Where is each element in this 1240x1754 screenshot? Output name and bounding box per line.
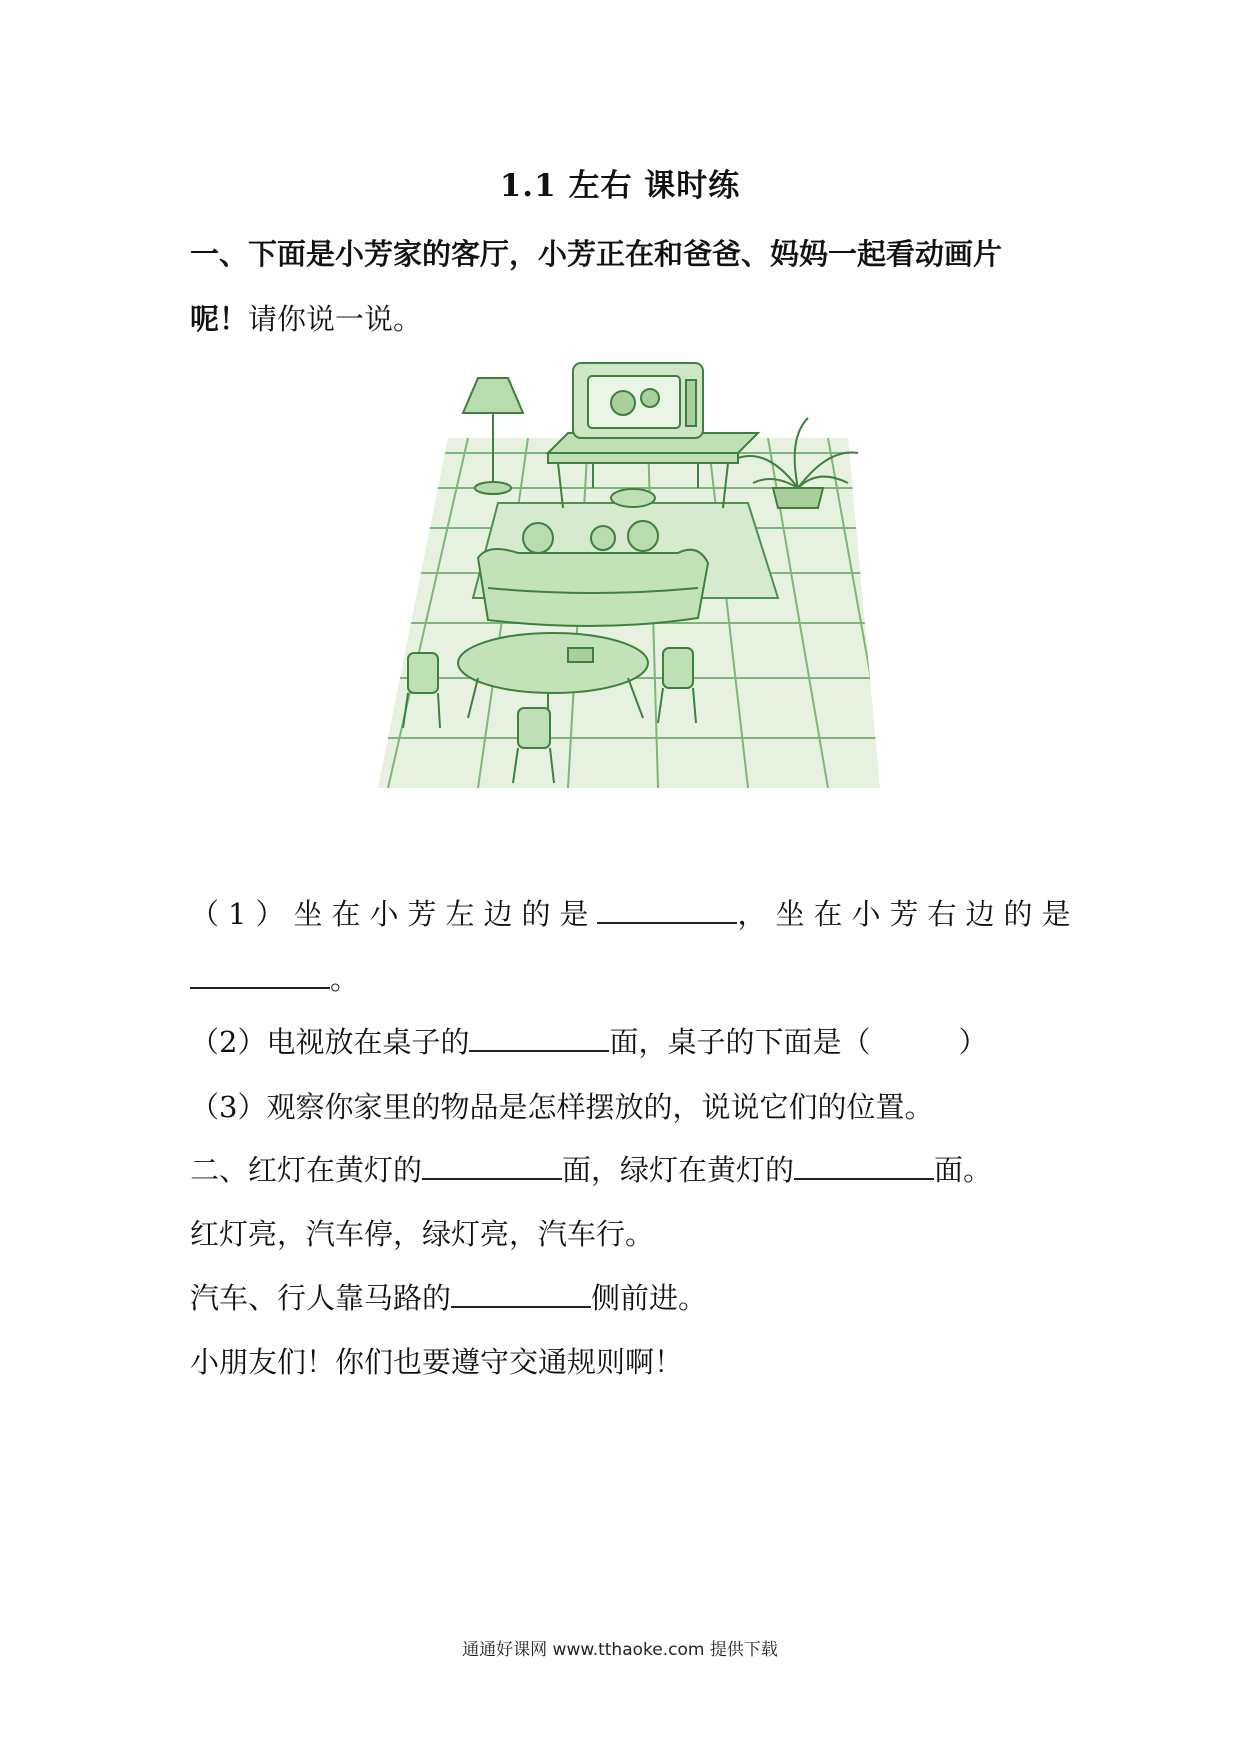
section1-heading-text2: 呢！ (190, 302, 249, 336)
section2-line4: 小朋友们！你们也要遵守交通规则啊！ (190, 1345, 684, 1379)
answer-blank-left[interactable] (597, 892, 737, 924)
q1-end: 。 (330, 962, 360, 996)
s2-line3-a: 汽车、行人靠马路的 (190, 1281, 452, 1315)
s2-text-b: 面，绿灯在黄灯的 (562, 1153, 795, 1187)
q1-text-b: ，坐在小芳右边的是 (737, 897, 1080, 931)
television (573, 363, 703, 438)
q2-end: ） (958, 1025, 988, 1059)
answer-blank-green-light[interactable] (794, 1148, 934, 1180)
answer-blank-road-side[interactable] (451, 1276, 591, 1308)
cat (611, 489, 655, 507)
q1-text-a: （1）坐在小芳左边的是 (190, 897, 598, 931)
answer-blank-right[interactable] (190, 957, 330, 989)
section1-heading-text: 一、下面是小芳家的客厅，小芳正在和爸爸、妈妈一起看动画片 (190, 237, 1003, 271)
s2-text-a: 二、红灯在黄灯的 (190, 1153, 423, 1187)
living-room-illustration (378, 358, 880, 788)
page-title: 1.1 左右 课时练 (499, 168, 741, 204)
section1-instruction: 请你说一说。 (248, 302, 423, 336)
answer-blank-tv-position[interactable] (469, 1020, 609, 1052)
answer-blank-red-light[interactable] (422, 1148, 562, 1180)
q2-text-a: （2）电视放在桌子的 (190, 1025, 470, 1059)
question-2 (190, 1020, 987, 1061)
s2-text-end: 面。 (934, 1153, 993, 1187)
q2-text-b: 面，桌子的下面是（ (609, 1025, 871, 1059)
section1-heading (190, 232, 1002, 273)
s2-line3-b: 侧前进。 (591, 1281, 708, 1315)
section2-line3 (190, 1276, 707, 1317)
question-1-line1 (190, 892, 1079, 933)
question-3: （3）观察你家里的物品是怎样摆放的，说说它们的位置。 (190, 1090, 934, 1124)
footer-text: 通通好课网 www.tthaoke.com 提供下载 (462, 1640, 778, 1660)
section2-line2: 红灯亮，汽车停，绿灯亮，汽车行。 (190, 1217, 655, 1251)
section1-heading-line2 (190, 297, 422, 338)
question-1-line2 (190, 957, 359, 998)
section2-line1 (190, 1148, 992, 1189)
